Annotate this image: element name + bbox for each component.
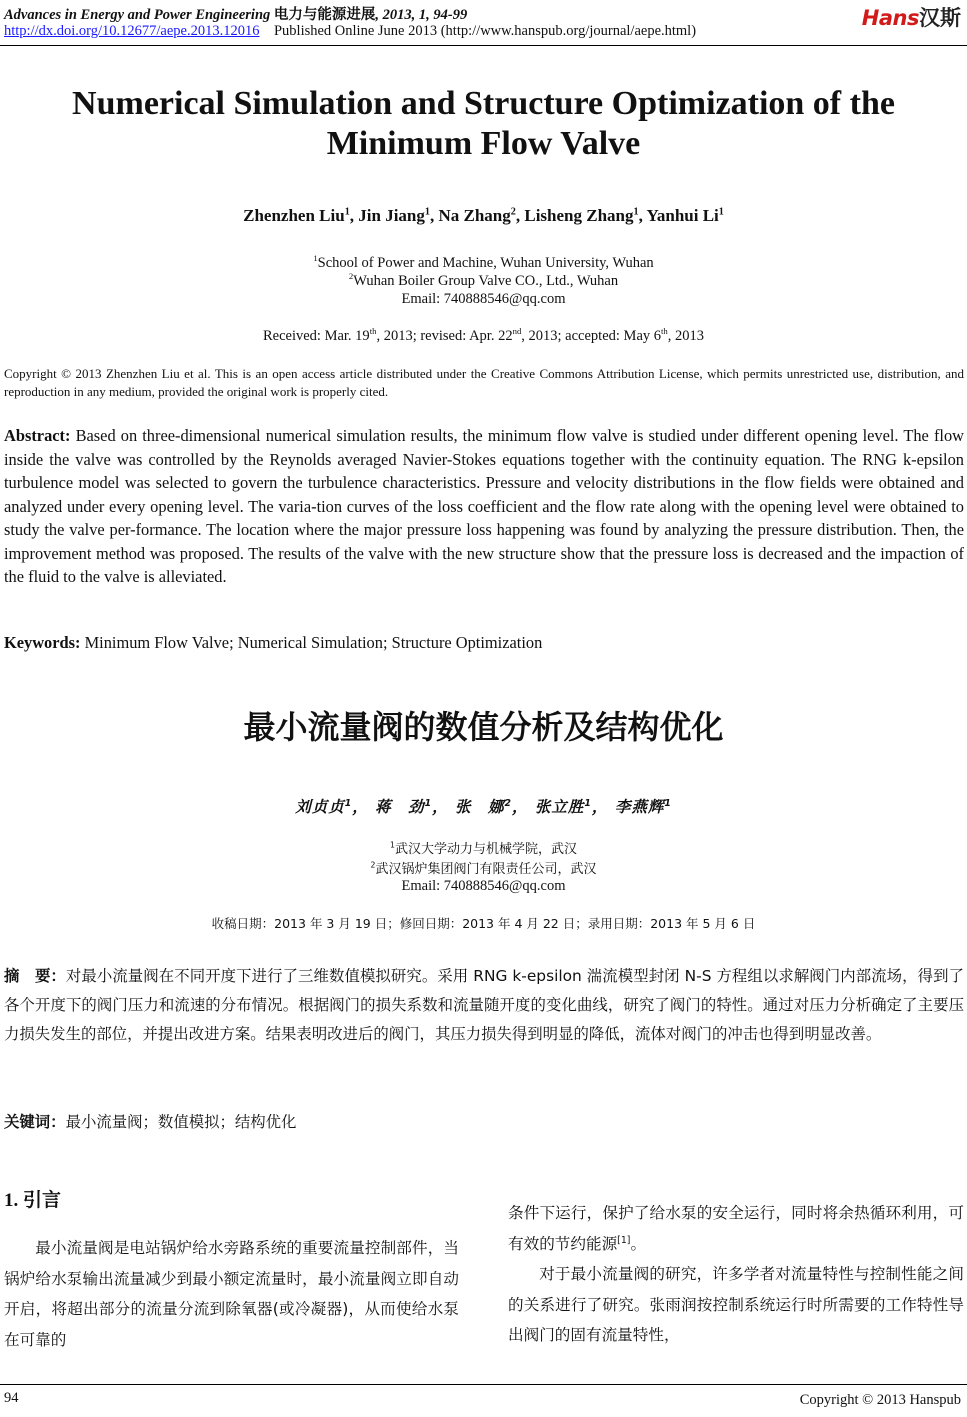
affiliation-sup: 2: [348, 271, 354, 282]
body-column-right: [508, 1198, 964, 1351]
footer-copyright: Copyright © 2013 Hanspub: [799, 1392, 961, 1408]
author-name-cn: 李燕辉: [614, 798, 665, 816]
running-header-doi-line: [4, 23, 696, 40]
dates-cn: 收稿日期：2013 年 3 月 19 日；修回日期：2013 年 4 月 22 日；录用日期：2013 年 5 月 6 日: [211, 916, 756, 931]
abstract-text: Based on three-dimensional numerical simulation results, the minimum flow valve is studied under different opening level. The flow inside the valve was controlled by the Reynolds averaged Navier-Stokes equations together with the continuity equation. The RNG k-epsilon turbulence model was selected to govern the turbulence characteristics. Pressure and velocity distributions in the flow fields were obtained and analyzed under every opening level. The varia-tion curves of the loss coefficient and the flow rate along with the opening level were obtained to study the valve per-formance. The location where the major pressure loss happening was found by analyzing the pressure distribution. Then, the improvement method was proposed. The results of the valve with the new structure show that the pressure loss is decreased and the impaction of the fluid to the valve is alleviated.: [4, 426, 964, 586]
author-name-cn: 张立胜: [534, 798, 585, 816]
abstract-cn-text: 对最小流量阀在不同开度下进行了三维数值模拟研究。采用 RNG k-epsilon 湍流模型封闭 N-S 方程组以求解阀门内部流场，得到了各个开度下的阀门压力和流速的分布情况。根据阀门的损失系数和流量随开度的变化曲线，研究了阀门的特性。通过对压力分析确定了主要压力损失发生的部位，并提出改进方案。结果表明改进后的阀门，其压力损失得到明显的降低，流体对阀门的冲击也得到明显改善。: [4, 967, 964, 1043]
dates-en: [0, 328, 967, 345]
page-number: 94: [4, 1390, 19, 1406]
affiliation-text: 武汉大学动力与机械学院，武汉: [394, 842, 577, 857]
received-date: Received: Mar. 19: [262, 328, 370, 344]
date-sup: th: [661, 326, 668, 337]
logo-text-en: Hans: [861, 6, 919, 30]
affiliation-sup: 1: [313, 253, 318, 264]
logo-text-cn: 汉斯: [919, 6, 961, 30]
date-sup: th: [369, 326, 377, 337]
author-sup: 2: [504, 797, 512, 809]
header-rule: [0, 45, 967, 46]
doi-link[interactable]: http://dx.doi.org/10.12677/aepe.2013.12016: [4, 23, 260, 39]
section-number: 1.: [4, 1190, 19, 1211]
author-name-cn: 张 娜: [455, 798, 505, 816]
author-sup: 1: [718, 206, 724, 218]
footer-rule: [0, 1384, 967, 1385]
journal-name: Advances in Energy and Power Engineering: [4, 7, 271, 23]
published-online: Published Online June 2013 (http://www.hanspub.org/journal/aepe.html): [273, 23, 697, 39]
affiliation-sup: 2: [370, 860, 376, 870]
author-sup: 1: [424, 797, 433, 809]
keywords-label: Keywords:: [4, 633, 81, 652]
authors-cn: 刘贞贞$^1$， 蒋 劲$^1$， 张 娜$^2$， 张立胜$^1$， 李燕辉$^1$: [295, 797, 672, 816]
paper-title-cn: 最小流量阀的数值分析及结构优化: [243, 708, 724, 746]
accepted-date: , 2013; accepted: May 6: [521, 328, 661, 344]
body-paragraph: [508, 1198, 964, 1259]
author-sup: 1: [344, 797, 353, 809]
journal-issue: , 2013, 1, 94-99: [375, 7, 468, 23]
copyright-notice: Copyright © 2013 Zhenzhen Liu et al. This is an open access article distributed under the Creative Commons Attribution License, which permits unrestricted use, distribution, and reproduction in any medium, provided the original work is properly cited.: [4, 366, 964, 399]
affiliation-cn-2: [0, 858, 967, 877]
affiliation-en-1: [0, 255, 967, 272]
author-sup: 1: [584, 797, 592, 809]
journal-name-cn: 电力与能源进展: [273, 7, 376, 23]
affiliation-cn-1: [0, 838, 967, 857]
paragraph-text: 条件下运行，保护了给水泵的安全运行，同时将余热循环利用，可有效的节约能源: [508, 1204, 964, 1253]
body-paragraph: 对于最小流量阀的研究，许多学者对流量特性与控制性能之间的关系进行了研究。张雨润按控制系统运行时所需要的工作特性导出阀门的固有流量特性，: [508, 1265, 964, 1344]
paragraph-end: 。: [630, 1234, 647, 1253]
author-sup: 1: [424, 206, 430, 218]
author-name: Jin Jiang: [358, 206, 425, 225]
keywords-cn-text: 最小流量阀；数值模拟；结构优化: [65, 1113, 297, 1131]
date-year: , 2013: [667, 328, 705, 344]
abstract-label: Abstract:: [4, 426, 71, 445]
author-name: Lisheng Zhang: [524, 206, 634, 225]
affiliation-text: 武汉锅炉集团阀门有限责任公司，武汉: [375, 862, 597, 877]
body-paragraph: 最小流量阀是电站锅炉给水旁路系统的重要流量控制部件，当锅炉给水泵输出流量减少到最小额定流量时，最小流量阀立即自动开启，将超出部分的流量分流到除氧器(或冷凝器)，从而使给水泵在可靠的: [4, 1239, 459, 1349]
revised-date: , 2013; revised: Apr. 22: [376, 328, 513, 344]
author-sup: 2: [510, 206, 516, 218]
abstract-cn: [4, 962, 964, 1049]
author-sup: 1: [344, 206, 350, 218]
running-header-journal: [4, 3, 467, 24]
keywords-en: [4, 633, 542, 653]
abstract-en: [4, 424, 964, 589]
author-sup: 1: [633, 206, 639, 218]
author-name: Zhenzhen Liu: [243, 206, 345, 225]
keywords-cn-label: 关键词：: [4, 1113, 66, 1131]
title-en-line: Numerical Simulation and Structure Optimization of the: [72, 85, 895, 122]
citation-ref[interactable]: [1]: [617, 1234, 631, 1246]
affiliation-text: Wuhan Boiler Group Valve CO., Ltd., Wuhan: [353, 273, 619, 289]
section-title: 引言: [23, 1189, 62, 1211]
affiliation-text: School of Power and Machine, Wuhan University, Wuhan: [317, 255, 654, 271]
author-name: Yanhui Li: [646, 206, 719, 225]
author-name-cn: 刘贞贞: [295, 798, 345, 816]
keywords-text: Minimum Flow Valve; Numerical Simulation; Structure Optimization: [84, 633, 543, 652]
author-sup: 1: [664, 797, 672, 809]
abstract-cn-label: 摘 要：: [4, 967, 66, 985]
email-cn: Email: 740888546@qq.com: [401, 878, 566, 894]
hanspub-logo: [862, 2, 961, 32]
author-name-cn: 蒋 劲: [375, 798, 425, 816]
paper-title-en: [20, 84, 947, 164]
email-en: Email: 740888546@qq.com: [401, 291, 566, 307]
section-heading: [4, 1185, 61, 1212]
author-name: Na Zhang: [438, 206, 511, 225]
title-en-line: Minimum Flow Valve: [326, 125, 641, 162]
date-sup: nd: [512, 326, 522, 337]
body-column-left: [4, 1233, 459, 1355]
authors-en: Zhenzhen Liu$^1$, Jin Jiang$^1$, Na Zhang$^2$, Lisheng Zhang$^1$, Yanhui Li$^1$: [243, 206, 724, 225]
affiliation-sup: 1: [390, 840, 395, 850]
keywords-cn: [4, 1110, 296, 1132]
affiliation-en-2: [0, 273, 967, 290]
